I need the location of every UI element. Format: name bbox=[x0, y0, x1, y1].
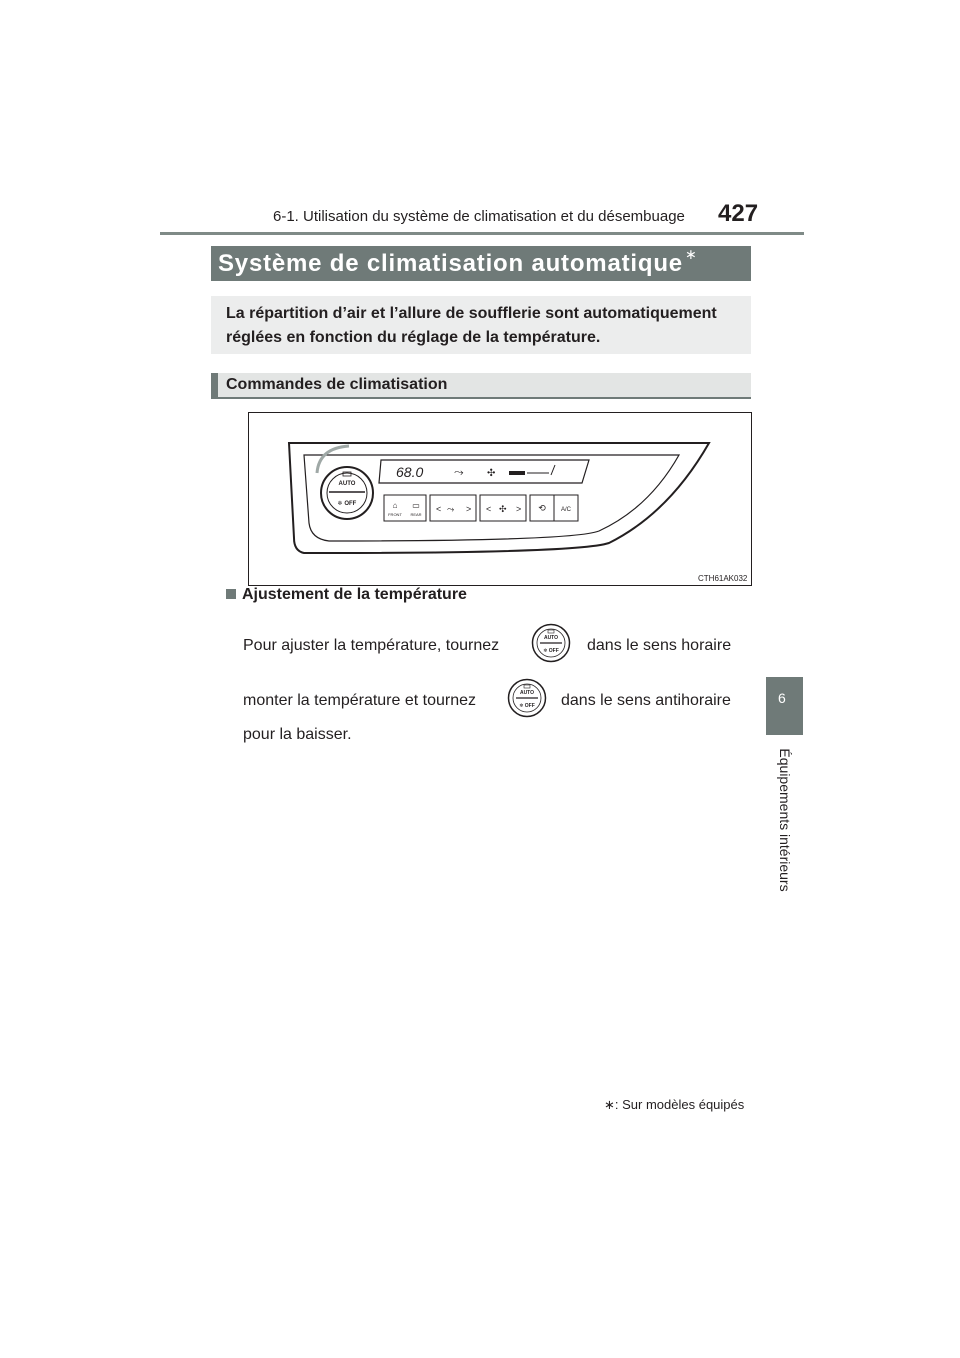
figure-code: CTH61AK032 bbox=[698, 574, 748, 583]
climate-control-figure bbox=[248, 412, 752, 586]
chapter-tab-label: Équipements intérieurs bbox=[777, 748, 793, 892]
recirc-icon: ⟲ bbox=[538, 503, 546, 513]
body-line2-end: dans le sens antihoraire bbox=[561, 692, 731, 709]
page-title-text: Système de climatisation automatique bbox=[218, 250, 683, 277]
footnote bbox=[604, 1097, 744, 1113]
page-title bbox=[218, 246, 698, 278]
fan-speed-icon: ✣ bbox=[499, 504, 507, 514]
mode-icon: ⤳ bbox=[447, 504, 455, 514]
body-line2-start: monter la température et tournez bbox=[243, 692, 477, 709]
header-rule bbox=[160, 232, 804, 235]
temp-knob-icon bbox=[507, 678, 547, 718]
body-line3: pour la baisser. bbox=[243, 726, 352, 743]
subsection-heading-text: Ajustement de la température bbox=[242, 586, 467, 603]
title-asterisk: ∗ bbox=[684, 246, 698, 262]
subsection-heading bbox=[226, 586, 467, 604]
body-line1-end: dans le sens horaire bbox=[587, 637, 732, 654]
chapter-header: 6-1. Utilisation du système de climatisation et du désembuage bbox=[273, 208, 685, 225]
footnote-text: : Sur modèles équipés bbox=[614, 1097, 745, 1112]
climate-panel-illustration bbox=[249, 413, 751, 585]
inline-knob-auto: AUTO bbox=[543, 635, 559, 641]
mode-left-arrow: < bbox=[436, 504, 442, 514]
fan-level-tick bbox=[551, 465, 555, 475]
temp-knob-icon bbox=[531, 623, 571, 663]
front-defog-icon: ⌂ bbox=[392, 501, 398, 510]
chapter-tab-number: 6 bbox=[778, 690, 786, 706]
footnote-asterisk: ∗ bbox=[604, 1097, 615, 1112]
display-temp: 68.0 bbox=[396, 464, 424, 480]
section-accent bbox=[211, 373, 218, 399]
page-number: 427 bbox=[718, 200, 759, 227]
fan-icon: ✣ bbox=[487, 468, 496, 479]
bullet-square bbox=[226, 589, 236, 599]
fan-right-arrow: > bbox=[516, 504, 522, 514]
front-defog-label: FRONT bbox=[388, 512, 402, 517]
inline-knob-auto: AUTO bbox=[519, 690, 535, 696]
body-line1-start: Pour ajuster la température, tournez bbox=[243, 637, 500, 654]
mode-right-arrow: > bbox=[466, 504, 472, 514]
rear-defog-label: REAR bbox=[410, 512, 422, 517]
fan-left-arrow: < bbox=[486, 504, 492, 514]
fan-level-bar bbox=[509, 471, 525, 475]
airflow-icon: ⤳ bbox=[454, 465, 464, 479]
rear-defog-icon: ▭ bbox=[412, 501, 420, 510]
chapter-tab bbox=[766, 677, 803, 735]
inline-knob-off: ❄ OFF bbox=[519, 703, 535, 709]
temp-knob-inner bbox=[327, 473, 367, 513]
intro-text: La répartition d’air et l’allure de soufflerie sont automatiquement réglées en fonction du réglage de la température. bbox=[226, 305, 717, 346]
knob-off-label: ❄ OFF bbox=[337, 501, 357, 507]
inline-knob-off: ❄ OFF bbox=[543, 648, 559, 654]
knob-auto-label: AUTO bbox=[338, 481, 356, 487]
ac-label: A/C bbox=[560, 507, 572, 513]
section-heading: Commandes de climatisation bbox=[226, 376, 448, 393]
